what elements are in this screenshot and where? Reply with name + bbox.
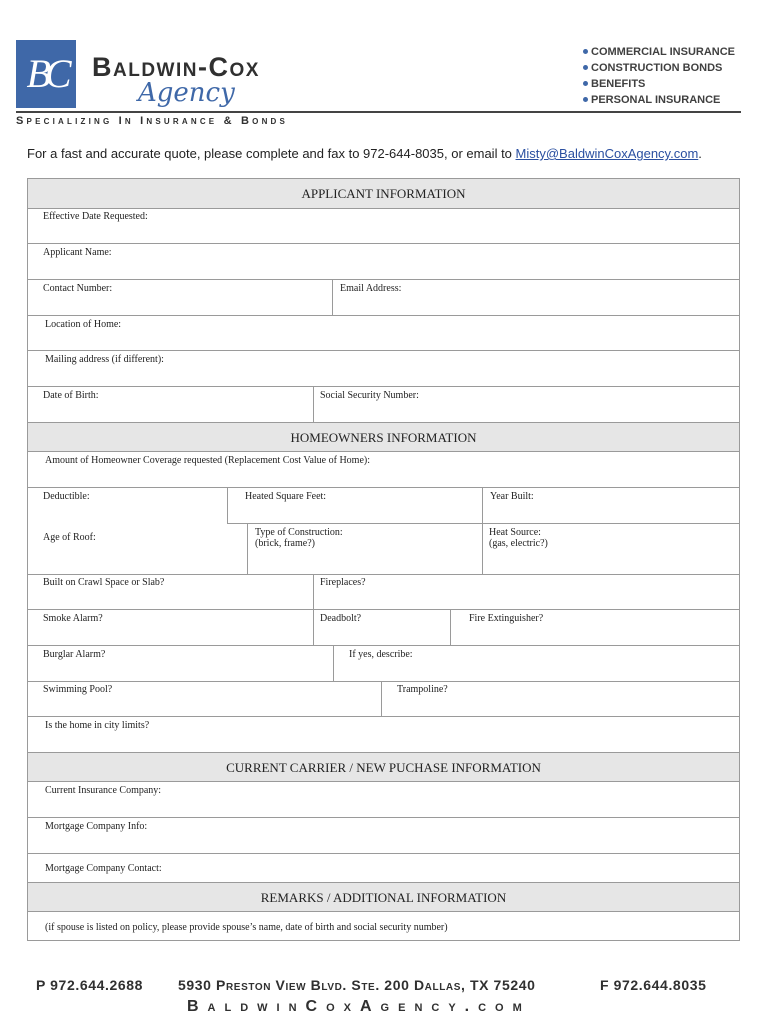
- row-divider: [28, 609, 739, 610]
- header-divider: [16, 111, 741, 113]
- service-item: BENEFITS: [583, 76, 735, 92]
- section-header-carrier: CURRENT CARRIER / NEW PUCHASE INFORMATION: [28, 752, 739, 782]
- label-heat-source: Heat Source:: [489, 527, 541, 538]
- col-divider: [450, 609, 451, 646]
- tagline: Specializing In Insurance & Bonds: [16, 115, 289, 127]
- footer-phone: P 972.644.2688: [36, 977, 144, 993]
- label-fireplaces: Fireplaces?: [320, 577, 366, 588]
- row-divider: [28, 243, 739, 244]
- label-date-of-birth: Date of Birth:: [43, 390, 99, 401]
- col-divider: [381, 681, 382, 716]
- col-divider: [247, 523, 248, 574]
- label-applicant-name: Applicant Name:: [43, 247, 112, 258]
- row-divider: [28, 574, 739, 575]
- col-divider: [313, 386, 314, 422]
- section-header-remarks: REMARKS / ADDITIONAL INFORMATION: [28, 882, 739, 912]
- label-heat-hint: (gas, electric?): [489, 538, 548, 549]
- intro-text: [27, 146, 702, 161]
- label-smoke-alarm: Smoke Alarm?: [43, 613, 103, 624]
- label-location-of-home: Location of Home:: [45, 319, 122, 330]
- service-item: COMMERCIAL INSURANCE: [583, 44, 735, 60]
- row-divider: [28, 817, 739, 818]
- label-email-address: Email Address:: [340, 283, 402, 294]
- label-swimming-pool: Swimming Pool?: [43, 684, 113, 695]
- col-divider: [313, 574, 314, 646]
- row-divider: [28, 315, 739, 316]
- footer-fax: F 972.644.8035: [600, 977, 707, 993]
- label-coverage-amount: Amount of Homeowner Coverage requested (Replacement Cost Value of Home):: [45, 455, 370, 466]
- row-divider: [28, 681, 739, 682]
- label-construction-hint: (brick, frame?): [255, 538, 315, 549]
- label-year-built: Year Built:: [490, 491, 534, 502]
- row-divider: [28, 853, 739, 854]
- label-burglar-alarm: Burglar Alarm?: [43, 649, 106, 660]
- label-city-limits: Is the home in city limits?: [45, 720, 150, 731]
- label-if-yes-describe: If yes, describe:: [349, 649, 413, 660]
- col-divider: [482, 487, 483, 574]
- intro-period: .: [698, 146, 702, 161]
- label-ssn: Social Security Number:: [320, 390, 419, 401]
- email-link[interactable]: Misty@BaldwinCoxAgency.com: [515, 146, 699, 161]
- label-fire-extinguisher: Fire Extinguisher?: [469, 613, 544, 624]
- label-spouse-note: (if spouse is listed on policy, please provide spouse’s name, date of birth and social security number): [45, 922, 448, 933]
- row-divider: [28, 279, 739, 280]
- label-crawl-or-slab: Built on Crawl Space or Slab?: [43, 577, 165, 588]
- service-item: CONSTRUCTION BONDS: [583, 60, 735, 76]
- col-divider: [333, 645, 334, 681]
- services-list: [583, 44, 735, 108]
- section-header-applicant: APPLICANT INFORMATION: [28, 179, 739, 209]
- label-deductible: Deductible:: [43, 491, 90, 502]
- footer-address: 5930 Preston View Blvd. Ste. 200 Dallas, TX 75240: [178, 977, 536, 993]
- label-age-of-roof: Age of Roof:: [43, 532, 96, 543]
- intro-sentence: For a fast and accurate quote, please complete and fax to 972-644-8035, or email to: [27, 146, 516, 161]
- brand-agency: Agency: [138, 78, 235, 108]
- label-mailing-address: Mailing address (if different):: [45, 354, 164, 365]
- col-divider: [332, 279, 333, 315]
- label-current-company: Current Insurance Company:: [45, 785, 162, 796]
- row-divider: [28, 350, 739, 351]
- row-divider: [28, 716, 739, 717]
- logo-monogram: BC: [26, 51, 66, 96]
- label-construction-type: Type of Construction:: [255, 527, 343, 538]
- label-mortgage-info: Mortgage Company Info:: [45, 821, 148, 832]
- quote-form: [27, 178, 740, 941]
- label-effective-date: Effective Date Requested:: [43, 211, 148, 222]
- label-trampoline: Trampoline?: [397, 684, 448, 695]
- footer-website[interactable]: BaldwinCoxAgency.com: [187, 998, 531, 1015]
- row-divider: [227, 523, 739, 524]
- brand-name: Baldwin-Cox: [92, 52, 260, 82]
- row-divider: [28, 386, 739, 387]
- section-header-homeowners: HOMEOWNERS INFORMATION: [28, 422, 739, 452]
- row-divider: [28, 487, 739, 488]
- service-item: PERSONAL INSURANCE: [583, 92, 735, 108]
- label-mortgage-contact: Mortgage Company Contact:: [45, 863, 162, 874]
- label-deadbolt: Deadbolt?: [320, 613, 362, 624]
- label-heated-sqft: Heated Square Feet:: [245, 491, 327, 502]
- label-contact-number: Contact Number:: [43, 283, 113, 294]
- row-divider: [28, 645, 739, 646]
- col-divider: [227, 487, 228, 523]
